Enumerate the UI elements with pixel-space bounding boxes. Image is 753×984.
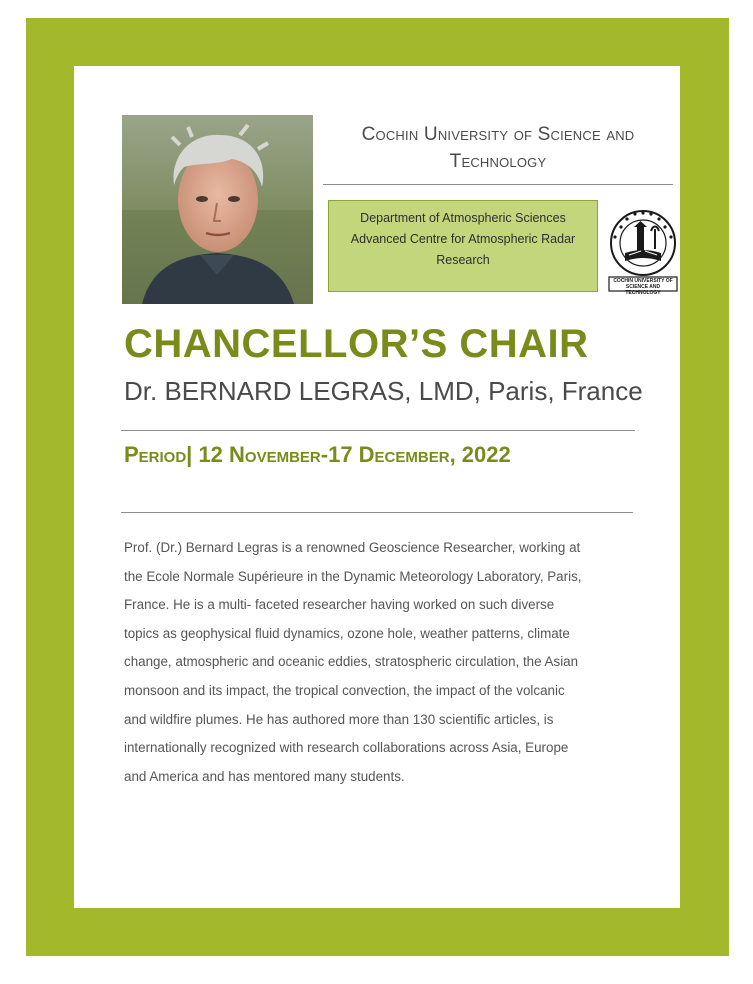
department-line1: Department of Atmospheric Sciences [360, 211, 566, 225]
speaker-photo [122, 115, 313, 304]
bio-line: monsoon and its impact, the tropical convection, the impact of the volcanic [124, 682, 565, 698]
speaker-name: Dr. BERNARD LEGRAS, LMD, Paris, France [124, 376, 643, 406]
bio-line: the Ecole Normale Supérieure in the Dynamic Meteorology Laboratory, Paris, [124, 568, 582, 584]
logo-caption-line1: COCHIN UNIVERSITY OF [613, 278, 673, 284]
portrait-photo [122, 115, 313, 304]
bio-line: internationally recognized with research collaborations across Asia, Europe [124, 740, 569, 756]
university-name-line1: Cochin University of Science and [361, 124, 635, 145]
page-title: CHANCELLOR’S CHAIR [124, 322, 589, 366]
title-divider [121, 430, 635, 431]
department-line2: Advanced Centre for Atmospheric Radar [350, 232, 576, 246]
bio-line: and wildfire plumes. He has authored more than 130 scientific articles, is [124, 711, 554, 727]
department-box [328, 200, 598, 292]
header-divider [323, 184, 673, 185]
bio-line: Prof. (Dr.) Bernard Legras is a renowned Geoscience Researcher, working at [124, 540, 581, 555]
bio-line: topics as geophysical fluid dynamics, ozone hole, weather patterns, climate [124, 625, 570, 641]
university-logo [607, 209, 679, 296]
speaker-bio [124, 534, 644, 791]
period-dates: Period| 12 November-17 December, 2022 [124, 442, 511, 467]
bio-line: France. He is a multi- faceted researcher having worked on such diverse [124, 597, 555, 613]
period-divider [121, 512, 633, 513]
bio-line: and America and has mentored many students. [124, 768, 405, 784]
university-name [326, 121, 670, 175]
bio-line: change, atmospheric and oceanic eddies, stratospheric circulation, the Asian [124, 654, 579, 670]
logo-caption-line2: SCIENCE AND TECHNOLOGY [625, 284, 661, 296]
university-name-line2: Technology [449, 151, 547, 172]
department-line3: Research [436, 253, 490, 267]
